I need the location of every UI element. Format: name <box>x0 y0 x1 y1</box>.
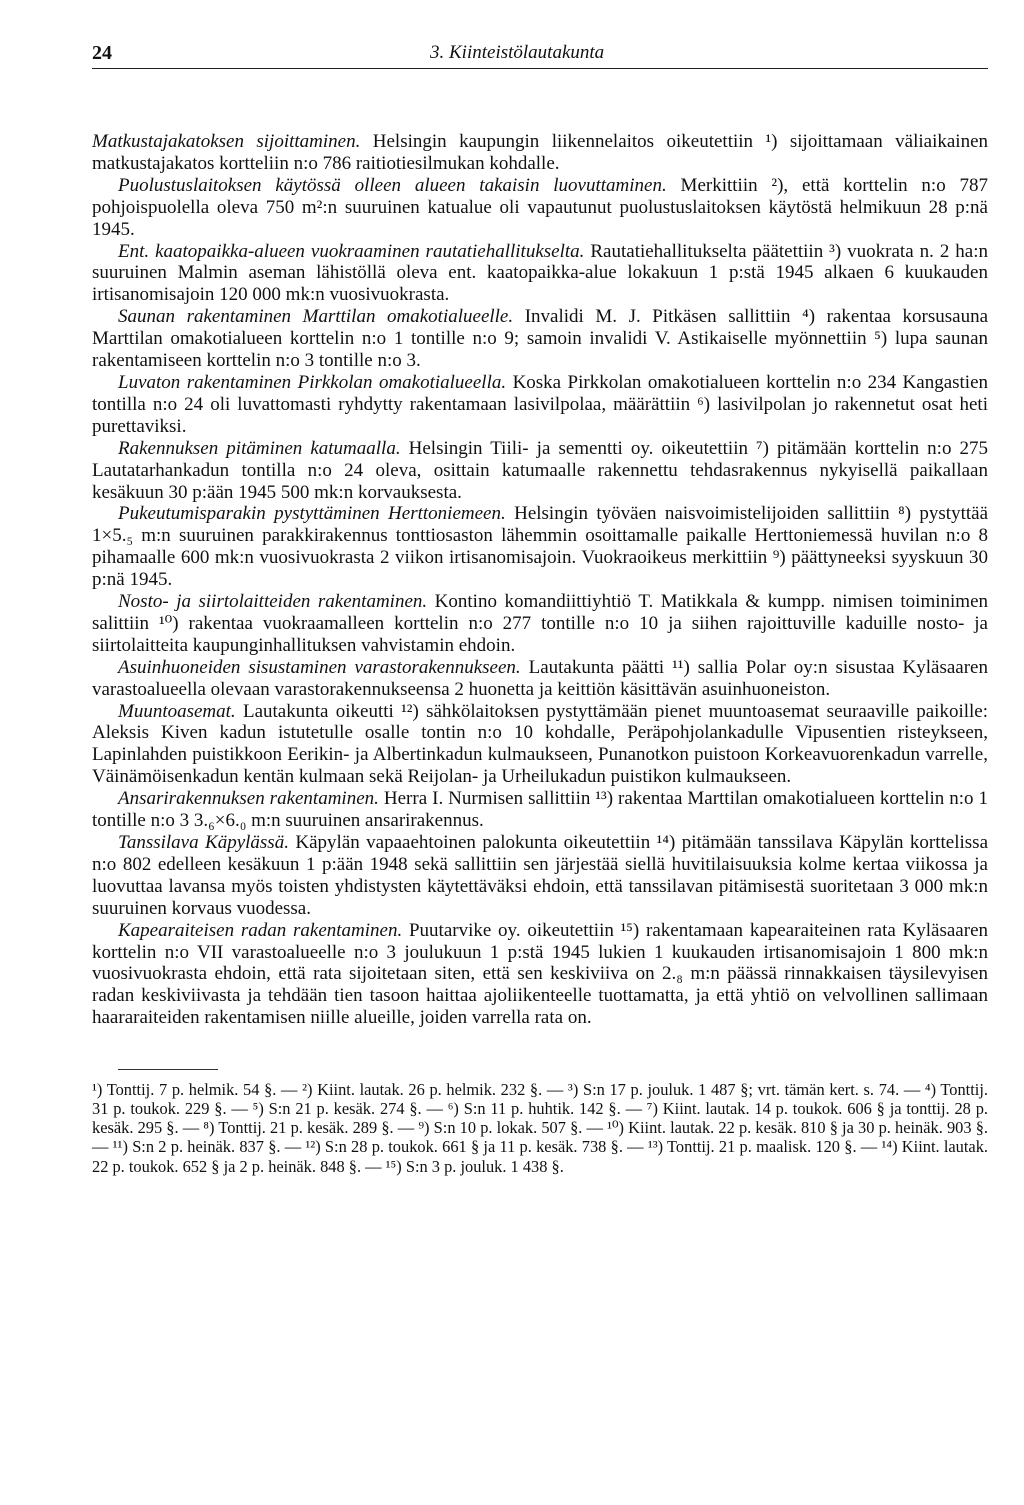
paragraph <box>92 241 988 307</box>
paragraph <box>92 920 988 1030</box>
paragraph-heading: Saunan rakentaminen Marttilan omakotialueelle. <box>118 306 514 328</box>
paragraph <box>92 832 988 920</box>
paragraph <box>92 438 988 504</box>
paragraph-heading: Muuntoasemat. <box>118 700 236 722</box>
paragraph-text: Lautakunta päätti ¹¹) sallia Polar oy:n sisustaa Kyläsaaren varastoalueella olevaan varastorakennukseensa 2 huonetta ja keittiön käsittävän asuinhuoneiston. <box>92 656 988 700</box>
paragraph-text: Puutarvike oy. oikeutettiin ¹⁵) rakentamaan kapearaiteinen rata Kyläsaaren korttelin n:o VII varastoalueelle n:o 3 joulukuun 1 p:stä 1945 lukien 1 kuukauden irtisanomisajoin 1 800 mk:n vuosivuokrasta ehdoin, että rata sijoitetaan siten, että sen keskiviiva on 2.₈ m:n päässä rinnakkaisen täysilevyisen radan keskiviivasta ja tehdään tien tasoon haittaa ajoliikenteelle tuottamatta, ja että yhtiö on velvollinen sallimaan haararaiteiden rakentamisen niille alueille, joiden varrella rata on. <box>92 919 989 1029</box>
paragraph <box>92 657 988 701</box>
paragraph <box>92 372 988 438</box>
paragraph-text: Herra I. Nurmisen sallittiin ¹³) rakentaa Marttilan omakotialueen korttelin n:o 1 tontille n:o 3 3.₆×6.₀ m:n suuruinen ansarirakennus. <box>92 788 989 832</box>
paragraph-heading: Ent. kaatopaikka-alueen vuokraaminen rautatiehallitukselta. <box>118 240 585 262</box>
paragraph-text: Rautatiehallitukselta päätettiin ³) vuokrata n. 2 ha:n suuruinen Malmin aseman lähistöllä oleva ent. kaatopaikka-alue lokakuun 1 p:stä 1945 alkaen 6 kuukauden irtisanomisajoin 120 000 mk:n vuosivuokrasta. <box>92 240 988 306</box>
footnotes: ¹) Tonttij. 7 p. helmik. 54 §. — ²) Kiint. lautak. 26 p. helmik. 232 §. — ³) S:n 17 p. jouluk. 1 487 §; vrt. tämän kert. s. 74. — ⁴) Tonttij. 31 p. toukok. 229 §. — ⁵) S:n 21 p. kesäk. 274 §. — ⁶) S:n 11 p. huhtik. 142 §. — ⁷) Kiint. lautak. 14 p. toukok. 606 § ja tonttij. 28 p. kesäk. 295 §. — ⁸) Tonttij. 21 p. kesäk. 289 §. — ⁹) S:n 10 p. lokak. 507 §. — ¹⁰) Kiint. lautak. 22 p. kesäk. 810 § ja 30 p. heinäk. 903 §. — ¹¹) S:n 2 p. heinäk. 837 §. — ¹²) S:n 28 p. toukok. 661 § ja 11 p. kesäk. 738 §. — ¹³) Tonttij. 21 p. maalisk. 120 §. — ¹⁴) Kiint. lautak. 22 p. toukok. 652 § ja 2 p. heinäk. 848 §. — ¹⁵) S:n 3 p. jouluk. 1 438 §. <box>92 1080 988 1176</box>
page-number: 24 <box>92 42 112 64</box>
paragraph-text: Käpylän vapaaehtoinen palokunta oikeutettiin ¹⁴) pitämään tanssilava Käpylän korttelissa n:o 802 edelleen kesäkuun 1 p:ään 1948 sekä sallittiin sen järjestää siellä huvitilaisuuksia kolme kertaa viikossa ja luovuttaa lavansa myös toisten yhdistysten käytettäväksi ehdoin, että tanssilavan pitämisestä suoritetaan 3 000 mk:n suuruinen korvaus vuodessa. <box>92 832 989 919</box>
paragraph <box>92 175 988 241</box>
paragraph <box>92 591 988 657</box>
document-page <box>92 38 988 1176</box>
paragraph-text: Invalidi M. J. Pitkäsen sallittiin ⁴) rakentaa korsusauna Marttilan omakotialueen korttelin n:o 1 tontille n:o 9; samoin invalidi V. Astikaiselle myönnettiin ⁵) lupa saunan rakentamiseen korttelin n:o 3 tontille n:o 3. <box>92 306 989 372</box>
paragraph-heading: Tanssilava Käpylässä. <box>118 832 289 853</box>
paragraph-heading: Asuinhuoneiden sisustaminen varastorakennukseen. <box>118 656 521 678</box>
running-title: 3. Kiinteistölautakunta <box>430 42 605 63</box>
paragraph <box>92 788 988 832</box>
paragraph-text: Lautakunta oikeutti ¹²) sähkölaitoksen pystyttämään pienet muuntoasemat seuraaville paikoille: Aleksis Kiven kadun istutetulle osalle tontin n:o 10 kohdalle, Peräpohjolankadulle Vipusentien risteykseen, Lapinlahden puistikkoon Eerikin- ja Albertinkadun kulmaukseen, Punanotkon puistoon Korkeavuorenkadun varrelle, Väinämöisenkadun kentän kulmaan sekä Reijolan- ja Urheilukadun puistikon kulmaukseen. <box>92 700 989 788</box>
page-header <box>92 38 988 69</box>
paragraph-heading: Nosto- ja siirtolaitteiden rakentaminen. <box>118 591 428 613</box>
paragraph-text: Helsingin kaupungin liikennelaitos oikeutettiin ¹) sijoittamaan väliaikainen matkustajakatos kortteliin n:o 786 raitiotiesilmukan kohdalle. <box>92 131 989 174</box>
paragraph-text: Koska Pirkkolan omakotialueen korttelin n:o 234 Kangastien tontilla n:o 24 oli luvattomasti ryhdytty rakentamaan lasivilpolaa, määrättiin ⁶) lasivilpolan jo rakennetut osat heti purettaviksi. <box>92 371 989 437</box>
paragraph-heading: Rakennuksen pitäminen katumaalla. <box>118 437 401 459</box>
paragraph <box>92 131 988 175</box>
paragraph <box>92 306 988 372</box>
paragraph-heading: Matkustajakatoksen sijoittaminen. <box>92 131 361 152</box>
paragraph-text: Helsingin Tiili- ja sementti oy. oikeutettiin ⁷) pitämään korttelin n:o 275 Lautatarhankadun tontilla n:o 24 oleva, osittain katumaalle rakennettu tehdasrakennus nykyisellä paikallaan kesäkuun 30 p:ään 1945 500 mk:n korvauksesta. <box>92 437 988 503</box>
footnote-divider <box>118 1069 218 1070</box>
paragraph-text: Helsingin työväen naisvoimistelijoiden sallittiin ⁸) pystyttää 1×5.₅ m:n suuruinen parakkirakennus tonttiosaston lähemmin osoittamalle paikalle Herttoniemessä huvilan n:o 8 pihamaalle 600 mk:n vuosivuokrasta 2 viikon irtisanomisajoin. Vuokraoikeus merkittiin ⁹) päättyneeksi syyskuun 30 p:nä 1945. <box>92 503 989 591</box>
paragraph-heading: Ansarirakennuksen rakentaminen. <box>118 788 379 810</box>
paragraph-heading: Pukeutumisparakin pystyttäminen Herttoniemeen. <box>118 503 506 525</box>
document-body <box>92 131 988 1029</box>
paragraph-text: Kontino komandiittiyhtiö T. Matikkala & kumpp. nimisen toiminimen salittiin ¹⁰) rakentaa vuokraamalleen korttelin n:o 277 tontille n:o 10 ja siihen rajoittuville kaduille nosto- ja siirtolaitteita kaupunginhallituksen vahvistamin ehdoin. <box>92 591 989 656</box>
paragraph <box>92 701 988 789</box>
paragraph-heading: Puolustuslaitoksen käytössä olleen alueen takaisin luovuttaminen. <box>118 174 667 196</box>
paragraph <box>92 503 988 591</box>
paragraph-heading: Kapearaiteisen radan rakentaminen. <box>118 919 403 941</box>
paragraph-heading: Luvaton rakentaminen Pirkkolan omakotialueella. <box>118 371 507 393</box>
paragraph-text: Merkittiin ²), että korttelin n:o 787 pohjoispuolella oleva 750 m²:n suuruinen katualue oli vapautunut puolustuslaitoksen käytöstä helmikuun 28 p:nä 1945. <box>92 174 989 240</box>
